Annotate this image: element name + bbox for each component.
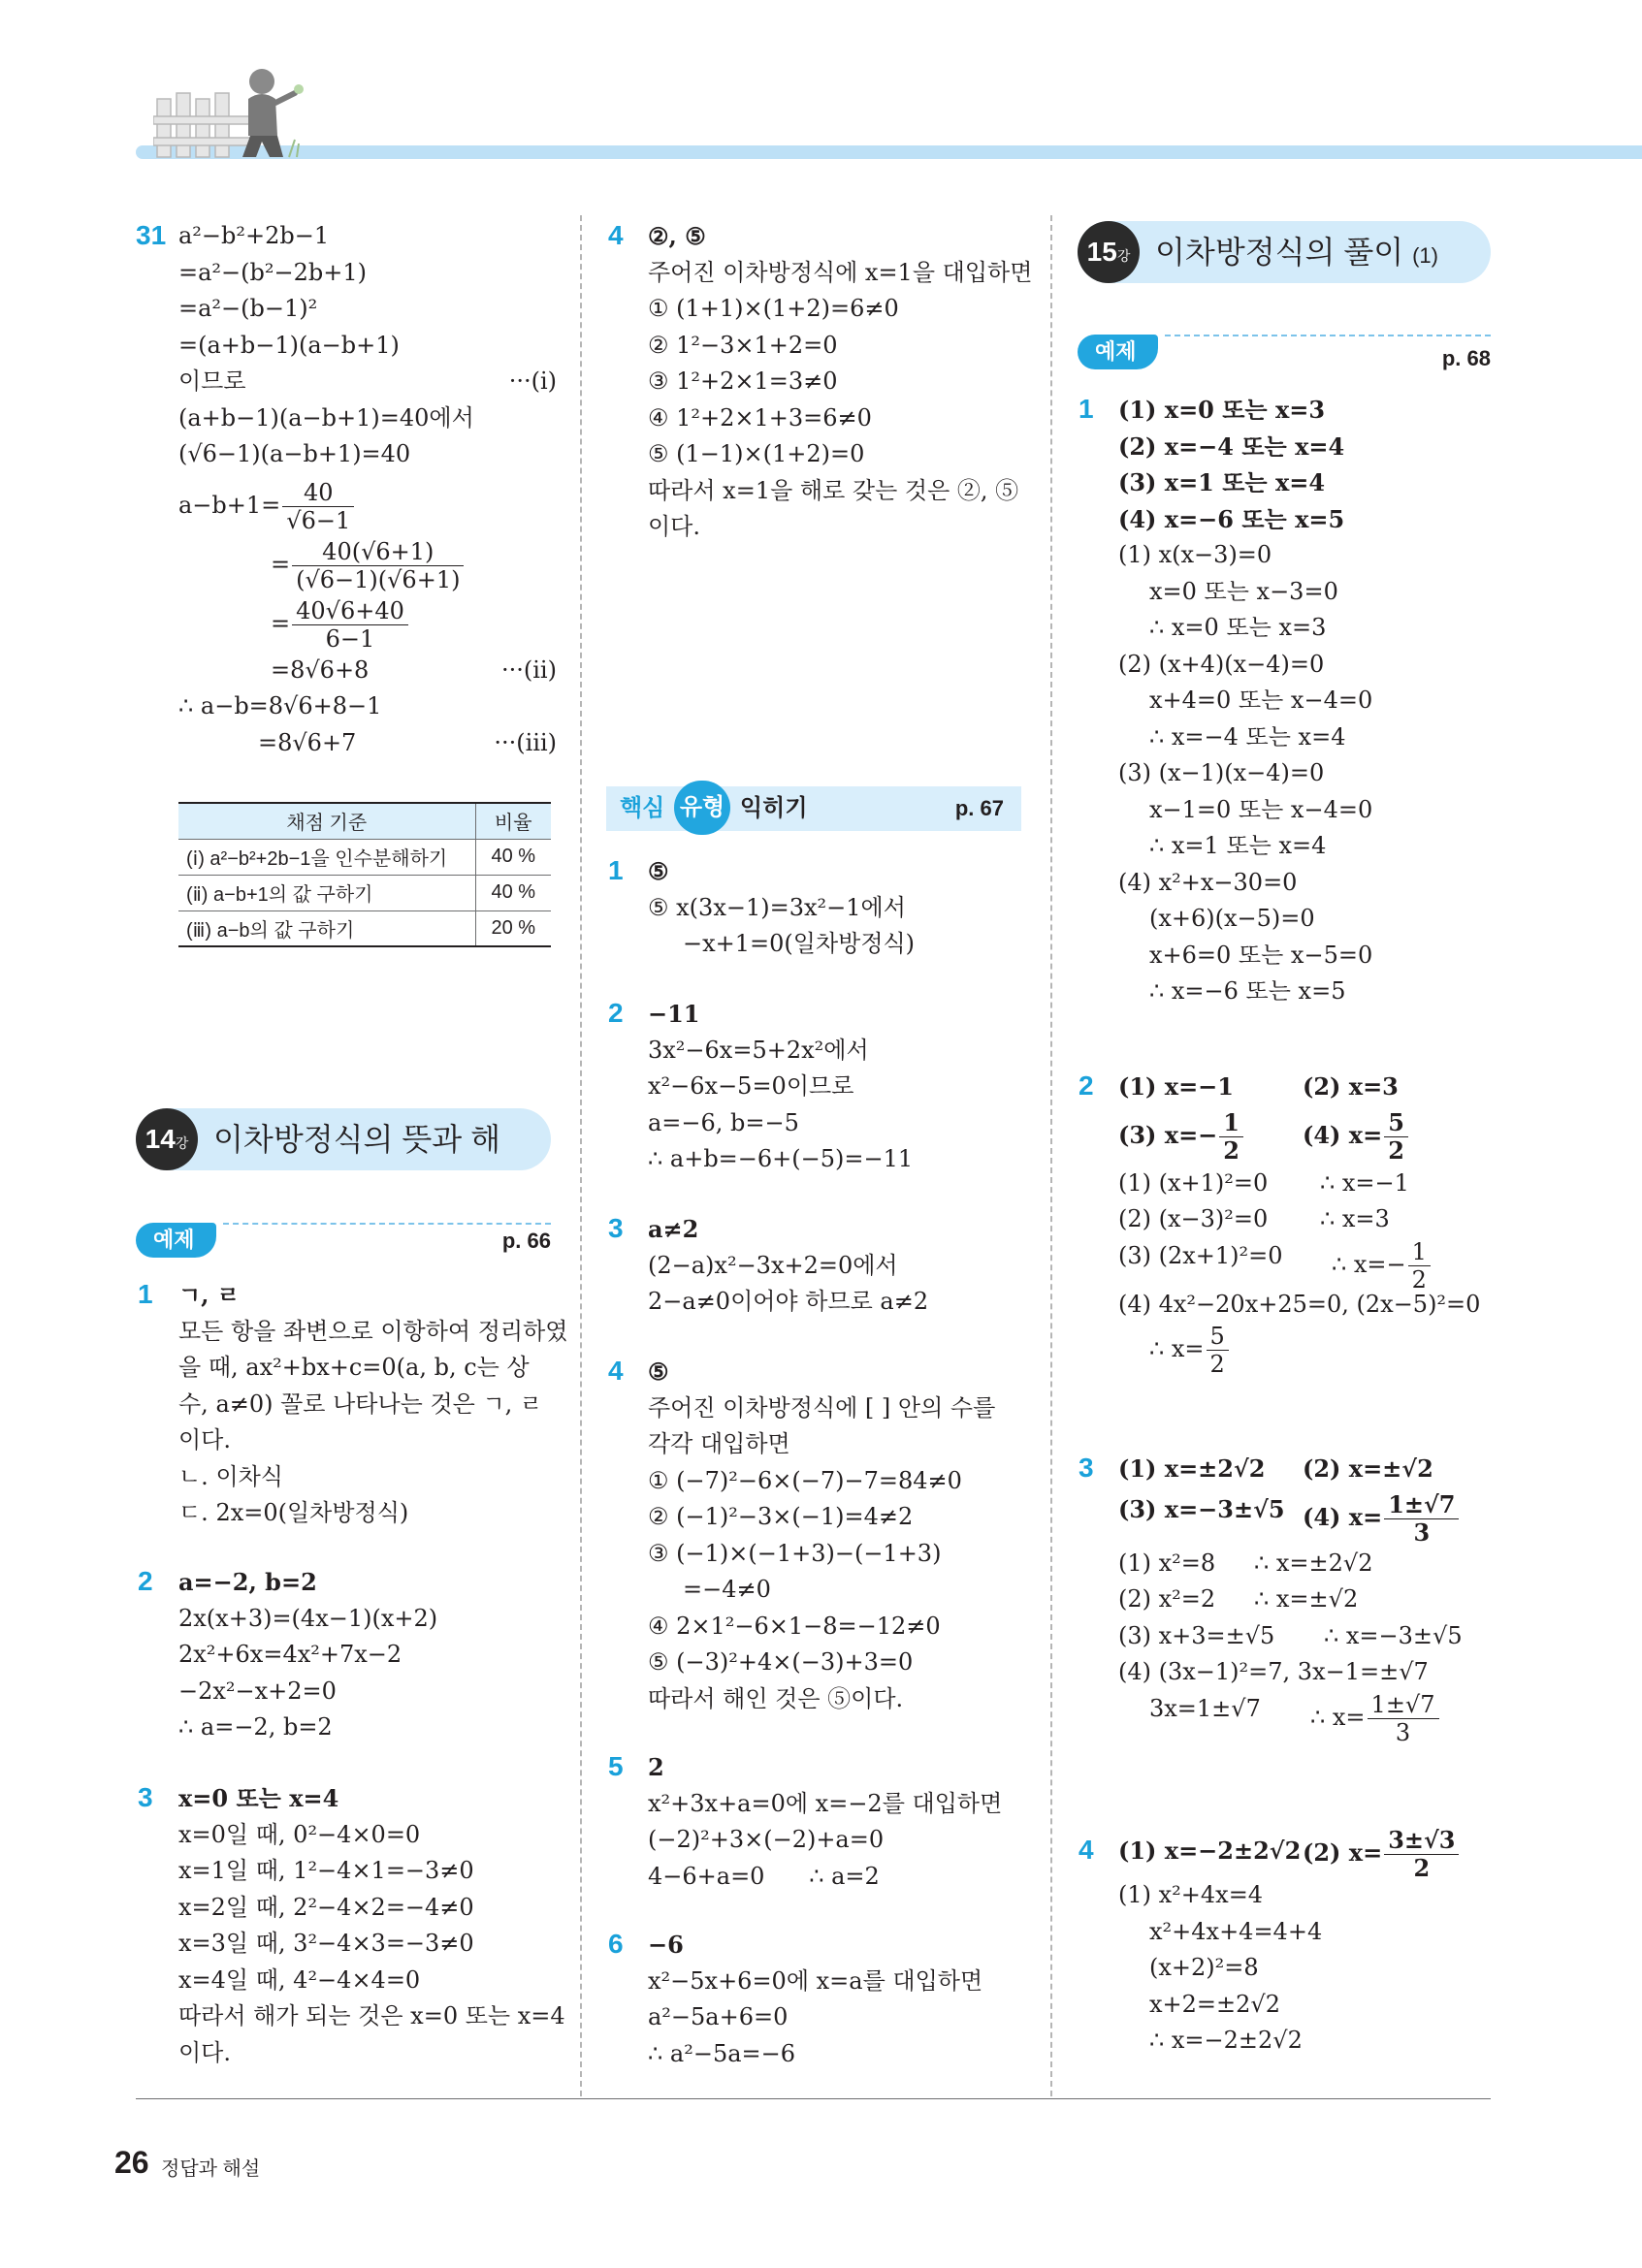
solution-line: (√6−1)(a−b+1)=40	[178, 440, 411, 467]
solution-line: ∴ x=0 또는 x=3	[1149, 614, 1327, 641]
solution-line: ∴ x=−4 또는 x=4	[1149, 722, 1346, 751]
solution-line: =a²−(b²−2b+1)	[178, 258, 367, 286]
solution-line: ③ 1²+2×1=3≠0	[648, 367, 838, 395]
solution-line: x=3일 때, 3²−4×3=−3≠0	[178, 1930, 474, 1957]
solution-line: 따라서 x=1을 해로 갖는 것은 ②, ⑤	[648, 476, 1019, 504]
table-cell: 40 %	[475, 839, 551, 875]
lesson-number: 14	[145, 1124, 176, 1154]
solution-line: ∴ x=−3±√5	[1324, 1621, 1463, 1649]
solution-line: ∴ a+b=−6+(−5)=−11	[648, 1145, 914, 1172]
solution-line: ∴ x=	[1149, 1335, 1205, 1362]
problem-number: 31	[136, 220, 167, 250]
practice-4-solution	[648, 1354, 1031, 1717]
answer: (4) x=	[1303, 1120, 1383, 1149]
gardener-illustration	[153, 60, 308, 161]
solution-line: ④ 1²+2×1+3=6≠0	[648, 403, 872, 431]
table-row	[178, 839, 551, 875]
problem-number: 1	[608, 855, 624, 885]
solution-line: (4) (3x−1)²=7, 3x−1=±√7	[1118, 1658, 1429, 1685]
equation-lhs: a−b+1=	[178, 491, 281, 519]
solution-fraction	[1118, 1323, 1497, 1378]
lesson-title-text: 이차방정식의 풀이	[1155, 235, 1404, 270]
table-header: 채점 기준	[178, 803, 475, 839]
solution-line: ② 1²−3×1+2=0	[648, 331, 838, 359]
core-label: 핵심	[620, 795, 665, 821]
table-cell: 20 %	[475, 910, 551, 946]
solution-line: 3x²−6x=5+2x²에서	[648, 1036, 869, 1064]
answer: ⑤	[648, 857, 669, 885]
solution-line: =−4≠0	[683, 1576, 771, 1603]
numerator: 1	[1219, 1109, 1243, 1137]
problem-number: 4	[608, 220, 624, 250]
problem-number: 1	[1079, 394, 1094, 424]
practice-5-solution	[648, 1749, 1031, 1895]
answer: (1) x=±2√2	[1118, 1454, 1266, 1483]
answer: (3) x=−3±√5	[1118, 1494, 1285, 1523]
answer: (3) x=−	[1118, 1120, 1218, 1149]
solution-line: (2) (x+4)(x−4)=0	[1118, 650, 1325, 678]
problem-number: 4	[1079, 1835, 1094, 1865]
page-reference: p. 67	[954, 796, 1004, 820]
denominator: 2	[1388, 1135, 1404, 1165]
page-reference: p. 66	[501, 1229, 551, 1253]
solution-line: ∴ a−b=8√6+8−1	[178, 692, 382, 719]
problem-number: 1	[138, 1279, 153, 1309]
dashed-rule	[223, 1223, 551, 1225]
problem-number: 3	[1079, 1453, 1094, 1483]
numerator: 1	[1408, 1238, 1431, 1266]
step-tag: ···(ⅰ)	[508, 367, 557, 395]
solution-line: ㄴ. 이차식	[178, 1462, 283, 1490]
table-header: 비율	[475, 803, 551, 839]
table-cell: (ⅱ) a−b+1의 값 구하기	[178, 875, 475, 910]
problem-3-solution	[178, 1780, 565, 2071]
problem-number: 4	[608, 1356, 624, 1386]
denominator: 2	[1411, 1265, 1427, 1294]
example-1-solution	[1118, 392, 1497, 1010]
solution-line: ⑤ x(3x−1)=3x²−1에서	[648, 893, 906, 921]
denominator: √6−1	[286, 506, 351, 534]
fraction	[282, 479, 354, 534]
solution-line: 이다.	[178, 1426, 231, 1453]
core-practice-heading	[606, 786, 1021, 831]
solution-fraction	[1332, 1238, 1433, 1294]
example-label: 예제	[136, 1223, 216, 1258]
answer: (3) x=1 또는 x=4	[1118, 468, 1326, 496]
answer: (4) x=	[1303, 1502, 1383, 1531]
solution-line: (2−a)x²−3x+2=0에서	[648, 1251, 898, 1279]
page-reference: p. 68	[1441, 346, 1491, 370]
solution-line: ⑤ (1−1)×(1+2)=0	[648, 440, 865, 467]
solution-line: 따라서 해인 것은 ⑤이다.	[648, 1684, 904, 1712]
solution-line: ⑤ (−3)²+4×(−3)+3=0	[648, 1648, 914, 1676]
solution-line: 3x=1±√7	[1149, 1694, 1261, 1722]
fraction	[292, 597, 408, 653]
solution-line: x=4일 때, 4²−4×4=0	[178, 1965, 421, 1994]
solution-line: ∴ x=±√2	[1254, 1585, 1359, 1613]
numerator: 3±√3	[1384, 1827, 1459, 1855]
table-row	[178, 910, 551, 946]
practice-2-solution	[648, 996, 1031, 1178]
table-cell: (ⅰ) a²−b²+2b−1을 인수분해하기	[178, 839, 475, 875]
numerator: 5	[1207, 1323, 1229, 1351]
fraction	[1368, 1691, 1439, 1746]
column-divider	[1050, 215, 1052, 2096]
solution-line: (3) x+3=±√5	[1118, 1621, 1275, 1649]
lesson-15-heading	[1078, 221, 1491, 283]
numerator: 40(√6+1)	[292, 538, 464, 566]
denominator: 6−1	[325, 624, 375, 653]
denominator: 2	[1209, 1351, 1225, 1378]
denominator: (√6−1)(√6+1)	[296, 565, 461, 593]
solution-line: ③ (−1)×(−1+3)−(−1+3)	[648, 1539, 942, 1567]
lesson-title-part: (1)	[1412, 243, 1438, 268]
solution-line: (4) 4x²−20x+25=0, (2x−5)²=0	[1118, 1290, 1481, 1318]
denominator: 2	[1413, 1854, 1431, 1882]
answer: (2) x=−4 또는 x=4	[1118, 431, 1345, 461]
lesson-14-heading	[136, 1108, 551, 1170]
solution-line: 2−a≠0이어야 하므로 a≠2	[648, 1288, 929, 1315]
solution-line: (2) (x−3)²=0	[1118, 1205, 1269, 1232]
answer: (4) x=−6 또는 x=5	[1118, 504, 1345, 533]
numerator: 1±√7	[1368, 1691, 1439, 1719]
solution-line: −x+1=0(일차방정식)	[683, 930, 916, 957]
solution-line: ∴ a²−5a=−6	[648, 2039, 796, 2067]
solution-line: (x+2)²=8	[1149, 1954, 1259, 1981]
solution-line: a²−b²+2b−1	[178, 222, 330, 249]
example-3-solution	[1118, 1451, 1497, 1746]
solution-line: (1) x²+4x=4	[1118, 1881, 1264, 1908]
solution-line: 4−6+a=0 ∴ a=2	[648, 1862, 880, 1890]
solution-line: ④ 2×1²−6×1−8=−12≠0	[648, 1612, 941, 1640]
solution-line: (2) x²=2	[1118, 1585, 1216, 1613]
lesson-suffix: 강	[175, 1135, 189, 1151]
denominator: 3	[1395, 1718, 1411, 1746]
answer-2	[1303, 1827, 1461, 1882]
solution-line: x−1=0 또는 x−4=0	[1149, 795, 1373, 823]
solution-line: (−2)²+3×(−2)+a=0	[648, 1826, 885, 1853]
example-subheading	[1078, 335, 1491, 371]
lesson-badge	[1078, 221, 1140, 283]
solution-line: 모든 항을 좌변으로 이항하여 정리하였	[178, 1317, 568, 1345]
solution-line: x²−6x−5=0이므로	[648, 1072, 854, 1100]
solution-line: ① (1+1)×(1+2)=6≠0	[648, 295, 899, 322]
lesson-suffix: 강	[1116, 248, 1131, 264]
fraction	[1219, 1109, 1243, 1165]
type-badge: 유형	[674, 781, 730, 835]
table-header-row	[178, 803, 551, 839]
header-bar	[136, 145, 1642, 159]
solution-fraction	[1310, 1691, 1441, 1746]
problem-number: 3	[608, 1213, 624, 1243]
solution-line: 주어진 이차방정식에 x=1을 대입하면	[648, 258, 1033, 286]
answer: (2) x=3	[1303, 1072, 1399, 1101]
answer: 2	[648, 1753, 664, 1781]
lesson-badge	[136, 1108, 198, 1170]
lesson-title: 이차방정식의 뜻과 해	[213, 1122, 500, 1157]
example-label: 예제	[1078, 335, 1158, 369]
problem-number: 5	[608, 1751, 624, 1781]
answer: (2) x=±√2	[1303, 1454, 1433, 1483]
practice-label: 익히기	[740, 795, 808, 821]
answer: (1) x=−1	[1118, 1072, 1234, 1101]
answer: (2) x=	[1303, 1838, 1383, 1867]
problem-number: 3	[138, 1782, 153, 1812]
solution-line: x+6=0 또는 x−5=0	[1149, 941, 1373, 969]
numerator: 1±√7	[1384, 1491, 1459, 1519]
solution-line: ∴ x=±2√2	[1254, 1549, 1373, 1577]
table-row	[178, 875, 551, 910]
lesson-number: 15	[1086, 237, 1117, 267]
solution-line: 2x²+6x=4x²+7x−2	[178, 1641, 402, 1668]
solution-line: ∴ x=−1	[1320, 1168, 1409, 1197]
answer: a≠2	[648, 1215, 699, 1243]
answer: ②, ⑤	[648, 222, 706, 250]
solution-line: ① (−7)²−6×(−7)−7=84≠0	[648, 1466, 962, 1494]
solution-line: =8√6+7	[258, 728, 357, 756]
numerator: 40	[282, 479, 354, 507]
lesson-title	[1155, 221, 1438, 287]
solution-line: 이다.	[178, 2038, 231, 2066]
problem-4-solution	[648, 218, 1031, 546]
solution-line: 주어진 이차방정식에 [ ] 안의 수를	[648, 1393, 996, 1421]
numerator: 40√6+40	[292, 597, 408, 625]
scoring-table	[178, 802, 551, 947]
solution-line: x²−5x+6=0에 x=a를 대입하면	[648, 1966, 983, 1995]
solution-line: (4) x²+x−30=0	[1118, 868, 1298, 896]
solution-line: x=2일 때, 2²−4×2=−4≠0	[178, 1893, 474, 1921]
solution-line: (a+b−1)(a−b+1)=40에서	[178, 403, 474, 431]
practice-6-solution	[648, 1927, 1031, 2072]
solution-line: x=0 또는 x−3=0	[1149, 577, 1338, 605]
page-number: 26	[114, 2145, 149, 2180]
solution-line: ∴ a=−2, b=2	[178, 1713, 333, 1741]
answer: a=−2, b=2	[178, 1568, 317, 1596]
problem-number: 2	[608, 998, 624, 1028]
fraction	[1384, 1827, 1459, 1882]
example-subheading	[136, 1223, 551, 1260]
solution-line: ② (−1)²−3×(−1)=4≠2	[648, 1503, 914, 1530]
solution-line: x=0일 때, 0²−4×0=0	[178, 1820, 421, 1848]
problem-number: 2	[138, 1566, 153, 1596]
solution-line: (1) x(x−3)=0	[1118, 541, 1272, 568]
solution-line: =8√6+8	[271, 655, 370, 684]
equation-lhs: =	[271, 550, 291, 578]
answer: x=0 또는 x=4	[178, 1784, 339, 1812]
solution-line: (x+6)(x−5)=0	[1149, 905, 1315, 932]
denominator: 2	[1223, 1135, 1240, 1165]
solution-line: 이므로	[178, 367, 246, 395]
practice-1-solution	[648, 853, 1031, 963]
step-tag: ···(ⅲ)	[494, 728, 557, 756]
solution-line: (1) x²=8	[1118, 1549, 1216, 1577]
fraction-line	[178, 479, 557, 534]
answer-4	[1303, 1109, 1410, 1165]
solution-line: 수, a≠0) 꼴로 나타나는 것은 ㄱ, ㄹ	[178, 1390, 543, 1418]
answer: ㄱ, ㄹ	[178, 1281, 241, 1309]
fraction	[1384, 1491, 1459, 1547]
solution-line: 을 때, ax²+bx+c=0(a, b, c는 상	[178, 1354, 530, 1381]
fraction	[1207, 1323, 1229, 1378]
dashed-rule	[1165, 335, 1491, 336]
solution-line: x²+3x+a=0에 x=−2를 대입하면	[648, 1789, 1003, 1817]
solution-line: ∴ x=−2±2√2	[1149, 2027, 1303, 2054]
solution-line: 2x(x+3)=(4x−1)(x+2)	[178, 1604, 438, 1632]
solution-line: 따라서 해가 되는 것은 x=0 또는 x=4	[178, 2002, 565, 2029]
step-tag: ···(ⅱ)	[501, 655, 557, 684]
example-2-solution	[1118, 1069, 1497, 1378]
solution-line: ∴ x=3	[1320, 1205, 1390, 1232]
answer: (1) x=−2±2√2	[1118, 1837, 1302, 1865]
answer-4	[1303, 1491, 1461, 1547]
problem-number: 2	[1079, 1070, 1094, 1101]
solution-line: ㄷ. 2x=0(일차방정식)	[178, 1499, 409, 1526]
solution-line: ∴ x=−6 또는 x=5	[1149, 977, 1346, 1005]
problem-2-solution	[178, 1564, 562, 1746]
numerator: 5	[1384, 1109, 1408, 1137]
fraction	[1384, 1109, 1408, 1165]
solution-line: x=1일 때, 1²−4×1=−3≠0	[178, 1857, 474, 1884]
solution-line: =(a+b−1)(a−b+1)	[178, 331, 400, 359]
footer-label: 정답과 해설	[161, 2158, 261, 2180]
fraction-line	[178, 597, 557, 653]
table-cell: (ⅲ) a−b의 값 구하기	[178, 910, 475, 946]
solution-line: ∴ x=1 또는 x=4	[1149, 832, 1327, 859]
column-divider	[580, 215, 582, 2096]
fraction	[292, 538, 464, 593]
solution-line: (3) (x−1)(x−4)=0	[1118, 759, 1325, 786]
solution-line: (1) (x+1)²=0	[1118, 1168, 1269, 1197]
answer: −11	[648, 1000, 700, 1028]
solution-line: a=−6, b=−5	[648, 1108, 799, 1136]
problem-1-solution	[178, 1277, 568, 1532]
problem-31-solution	[178, 218, 557, 761]
solution-line: −2x²−x+2=0	[178, 1677, 337, 1705]
example-4-solution	[1118, 1826, 1497, 2060]
solution-line: x²+4x+4=4+4	[1149, 1917, 1323, 1945]
answer: ⑤	[648, 1358, 669, 1386]
answer: (1) x=0 또는 x=3	[1118, 396, 1326, 424]
solution-line: a²−5a+6=0	[648, 2003, 789, 2030]
fraction	[1408, 1238, 1431, 1294]
solution-line: x+2=±2√2	[1149, 1990, 1280, 2018]
solution-line: 각각 대입하면	[648, 1430, 790, 1457]
solution-line: 이다.	[648, 513, 700, 540]
solution-line: (3) (2x+1)²=0	[1118, 1241, 1283, 1269]
solution-line: =a²−(b−1)²	[178, 295, 318, 322]
footer-rule	[136, 2098, 1491, 2099]
practice-3-solution	[648, 1211, 1031, 1321]
solution-line: ∴ x=−	[1332, 1250, 1406, 1278]
problem-number: 6	[608, 1929, 624, 1959]
fraction-line	[178, 538, 557, 593]
answer: −6	[648, 1931, 684, 1959]
solution-line: x+4=0 또는 x−4=0	[1149, 687, 1373, 714]
table-cell: 40 %	[475, 875, 551, 910]
equation-lhs: =	[271, 609, 291, 637]
denominator: 3	[1413, 1517, 1431, 1547]
solution-line: ∴ x=	[1310, 1703, 1366, 1731]
